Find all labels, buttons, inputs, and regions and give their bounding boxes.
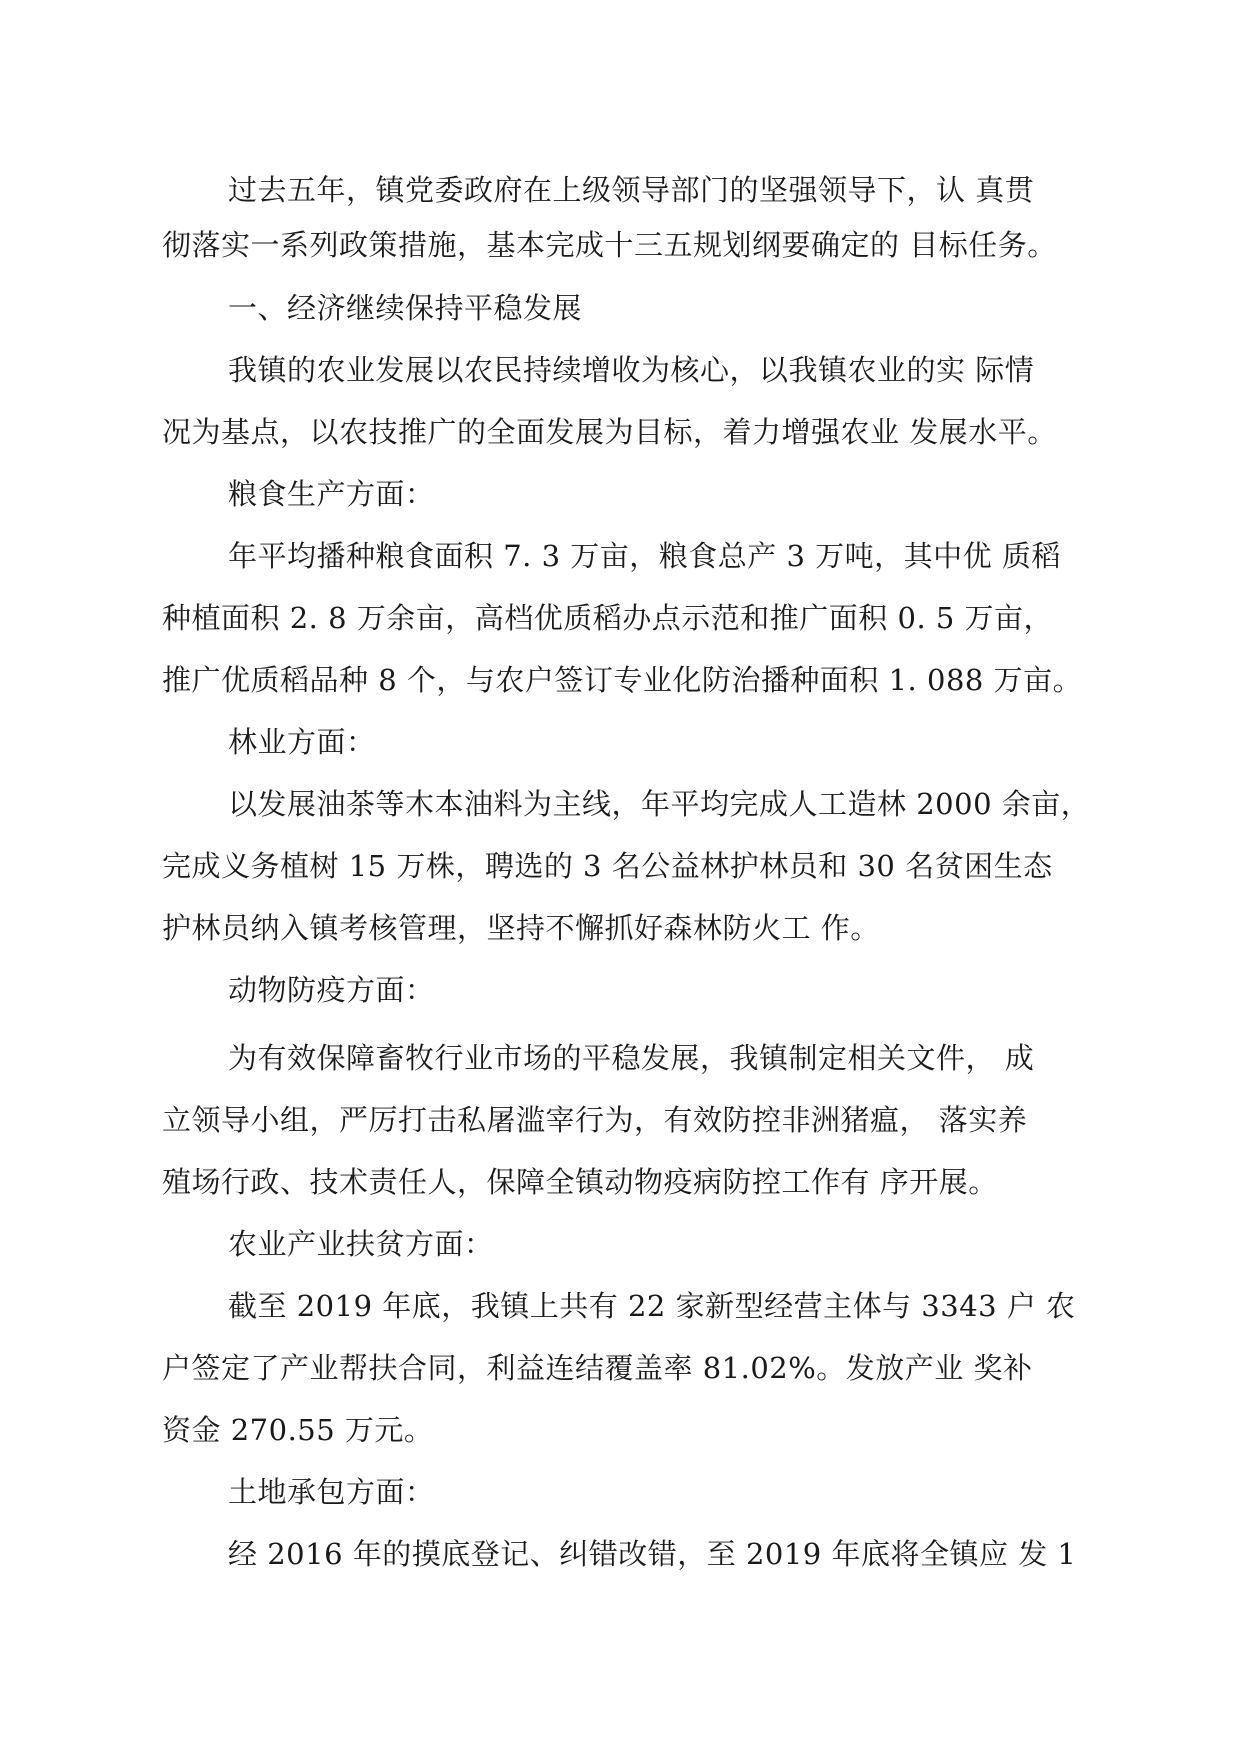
paragraph-poverty-line-3: 资金 270.55 万元。 [162,1413,434,1447]
paragraph-forestry-line-1: 以发展油茶等木本油料为主线，年平均完成人工造林 2000 余亩， [228,787,1091,821]
paragraph-agriculture-line-1: 我镇的农业发展以农民持续增收为核心，以我镇农业的实 际情 [228,353,1035,387]
paragraph-grain-line-2: 种植面积 2. 8 万余亩，高档优质稻办点示范和推广面积 0. 5 万亩， [162,601,1054,635]
paragraph-poverty-line-2: 户签定了产业帮扶合同，利益连结覆盖率 81.02%。发放产业 奖补 [162,1351,1033,1385]
section-heading-economy: 一、经济继续保持平稳发展 [228,291,583,325]
paragraph-forestry-line-2: 完成义务植树 15 万株，聘选的 3 名公益林护林员和 30 名贫困生态 [162,849,1053,883]
paragraph-grain-line-3: 推广优质稻品种 8 个，与农户签订专业化防治播种面积 1. 088 万亩。 [162,663,1083,697]
subheading-poverty-alleviation: 农业产业扶贫方面： [228,1227,494,1261]
paragraph-intro-line-1: 过去五年，镇党委政府在上级领导部门的坚强领导下，认 真贯 [228,173,1035,207]
paragraph-animal-line-1: 为有效保障畜牧行业市场的平稳发展，我镇制定相关文件， 成 [228,1041,1035,1075]
paragraph-agriculture-line-2: 况为基点，以农技推广的全面发展为目标，着力增强农业 发展水平。 [162,415,1057,449]
paragraph-poverty-line-1: 截至 2019 年底，我镇上共有 22 家新型经营主体与 3343 户 农 [228,1289,1076,1323]
paragraph-animal-line-2: 立领导小组，严厉打击私屠滥宰行为，有效防控非洲猪瘟， 落实养 [162,1103,1028,1137]
subheading-land-contract: 土地承包方面： [228,1475,435,1509]
paragraph-land-line-1: 经 2016 年的摸底登记、纠错改错，至 2019 年底将全镇应 发 1 [228,1537,1077,1571]
subheading-grain: 粮食生产方面： [228,477,435,511]
subheading-forestry: 林业方面： [228,725,376,759]
paragraph-intro-line-2: 彻落实一系列政策措施，基本完成十三五规划纲要确定的 目标任务。 [162,228,1057,262]
paragraph-animal-line-3: 殖场行政、技术责任人，保障全镇动物疫病防控工作有 序开展。 [162,1165,998,1199]
subheading-animal-epidemic: 动物防疫方面： [228,973,435,1007]
paragraph-grain-line-1: 年平均播种粮食面积 7. 3 万亩，粮食总产 3 万吨，其中优 质稻 [228,539,1061,573]
paragraph-forestry-line-3: 护林员纳入镇考核管理，坚持不懈抓好森林防火工 作。 [162,911,880,945]
